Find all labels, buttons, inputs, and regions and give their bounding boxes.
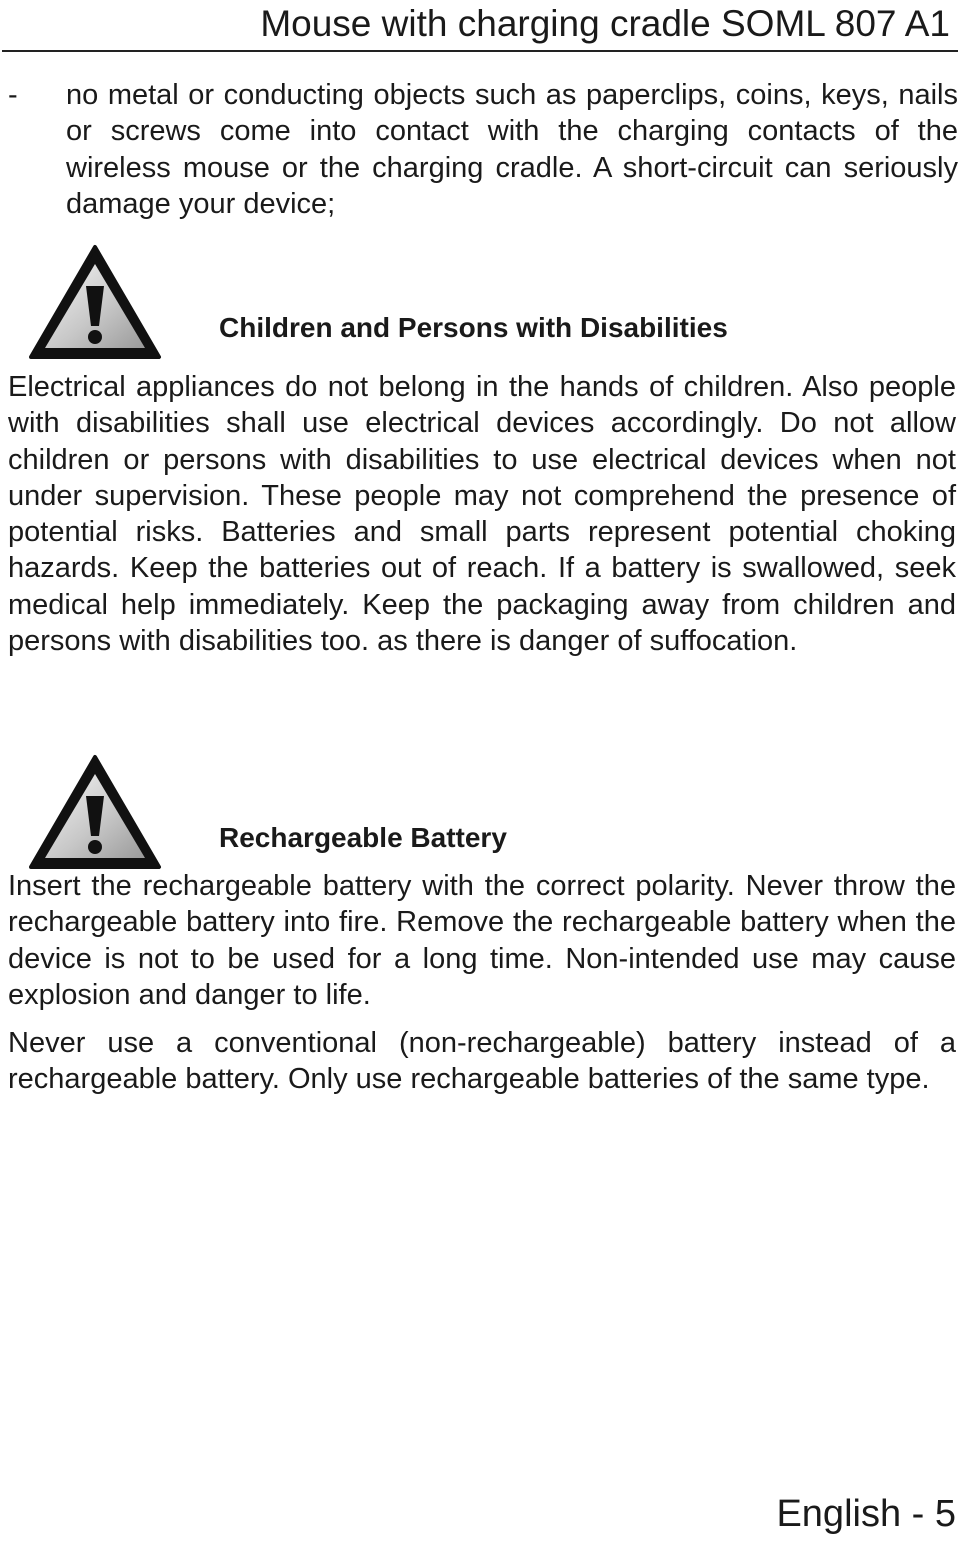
section-heading-children: Children and Persons with Disabilities (219, 312, 728, 343)
bullet-item (8, 77, 958, 222)
header-divider (2, 50, 958, 52)
warning-triangle-icon (28, 244, 162, 360)
bullet-dash: - (8, 79, 18, 111)
section-body-battery-1: Insert the rechargeable battery with the correct polarity. Never throw the rechargeable battery into fire. Remove the rechargeable battery when the device is not to be used for a long time. Non-intended use may cause explosion and danger to life. (8, 870, 956, 1011)
bullet-text: no metal or conducting objects such as paperclips, coins, keys, nails or screws come into contact with the charging contacts of the wireless mouse or the charging cradle. A short-circuit can seriously damage your device; (66, 79, 958, 220)
section-body-children: Electrical appliances do not belong in the hands of children. Also people with disabilities shall use electrical devices accordingly. Do not allow children or persons with disabilities to use electrical devices when not under supervision. These people may not comprehend the presence of potential risks. Batteries and small parts represent potential choking hazards. Keep the batteries out of reach. If a battery is swallowed, seek medical help immediately. Keep the packaging away from children and persons with disabilities too. as there is danger of suffocation. (8, 371, 956, 658)
warning-triangle-icon (28, 754, 162, 870)
section-heading-battery: Rechargeable Battery (219, 822, 507, 853)
page-footer-label: English - 5 (776, 1493, 956, 1535)
section-body-battery-2: Never use a conventional (non-rechargeable) battery instead of a rechargeable battery. Only use rechargeable batteries of the same type. (8, 1027, 956, 1096)
page-header-title: Mouse with charging cradle SOML 807 A1 (260, 3, 950, 44)
